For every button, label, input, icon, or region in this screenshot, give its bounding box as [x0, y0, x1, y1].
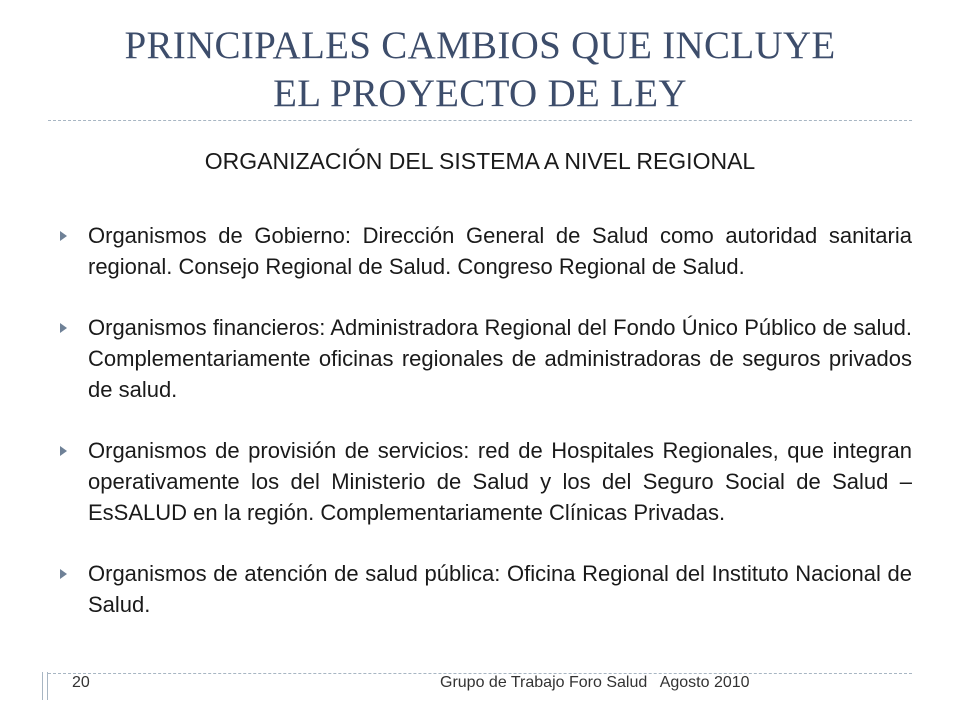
triangle-bullet-icon	[60, 231, 67, 241]
section-subtitle: ORGANIZACIÓN DEL SISTEMA A NIVEL REGIONAL	[204, 148, 756, 174]
bullet-list	[56, 220, 912, 620]
bullet-text: Organismos de atención de salud pública: Oficina Regional del Instituto Nacional de Salud.	[88, 561, 912, 617]
triangle-bullet-icon	[60, 446, 67, 456]
slide-title-line-1: PRINCIPALES CAMBIOS QUE INCLUYE	[124, 24, 836, 67]
triangle-bullet-icon	[60, 323, 67, 333]
bullet-text: Organismos de provisión de servicios: red de Hospitales Regionales, que integran operativamente los del Ministerio de Salud y los del Seguro Social de Salud – EsSALUD en la región. Complementariamente Clínicas Privadas.	[88, 438, 912, 525]
title-divider	[48, 120, 912, 121]
slide-title	[48, 22, 912, 118]
slide-title-line-2: EL PROYECTO DE LEY	[273, 72, 687, 115]
bullet-text: Organismos de Gobierno: Dirección General de Salud como autoridad sanitaria regional. Consejo Regional de Salud. Congreso Regional de Salud.	[88, 223, 912, 279]
bullet-text: Organismos financieros: Administradora Regional del Fondo Único Público de salud. Complementariamente oficinas regionales de administradoras de seguros privados de salud.	[88, 315, 912, 402]
bullet-item	[56, 312, 912, 405]
footer-text: Grupo de Trabajo Foro Salud Agosto 2010	[440, 674, 750, 691]
footer-marker	[42, 672, 48, 700]
bullet-item	[56, 558, 912, 620]
bullet-item	[56, 435, 912, 528]
triangle-bullet-icon	[60, 569, 67, 579]
page-number: 20	[72, 674, 90, 691]
bullet-item	[56, 220, 912, 282]
